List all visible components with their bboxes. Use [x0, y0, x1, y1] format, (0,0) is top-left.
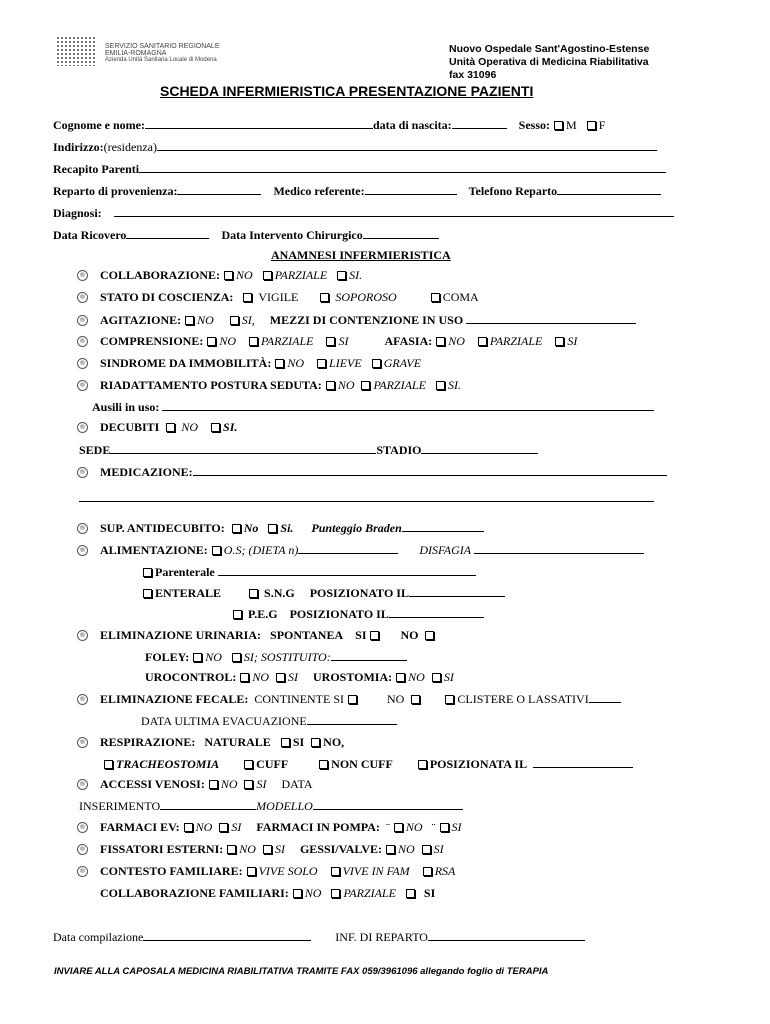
dob-label: data di nascita: — [372, 118, 452, 132]
checkbox-icon[interactable] — [219, 823, 228, 832]
row-address — [53, 139, 657, 155]
option-tracheo: TRACHEOSTOMIA — [116, 757, 220, 771]
ward-label: Reparto di provenienza: — [53, 184, 178, 198]
option-parziale: PARZIALE — [261, 334, 314, 348]
collab-fam-label: COLLABORAZIONE FAMILIARI: — [100, 886, 289, 900]
checkbox-icon[interactable] — [418, 760, 427, 769]
checkbox-icon[interactable] — [244, 760, 253, 769]
elim-fecale-label: ELIMINAZIONE FECALE: — [100, 692, 249, 706]
checkbox-icon[interactable] — [240, 673, 249, 682]
respirazione-label: RESPIRAZIONE: — [100, 735, 196, 749]
checkbox-icon[interactable] — [232, 524, 241, 533]
address-label: Indirizzo: — [53, 140, 104, 154]
address-field[interactable] — [157, 139, 657, 151]
checkbox-icon[interactable] — [243, 293, 252, 302]
bullet-icon: ® — [77, 270, 88, 281]
option-os-dieta: O.S; (DIETA n) — [223, 543, 299, 557]
inf-reparto-field[interactable] — [428, 929, 585, 941]
farmaci-ev-label: FARMACI EV: — [100, 820, 180, 834]
checkbox-icon[interactable] — [432, 673, 441, 682]
checkbox-icon[interactable] — [361, 381, 370, 390]
surgery-field[interactable] — [363, 227, 439, 239]
coscienza-label: STATO DI COSCIENZA: — [100, 290, 234, 304]
option-no: NO — [387, 692, 405, 706]
bullet-icon: ® — [77, 292, 88, 303]
relatives-label: Recapito Parenti — [53, 162, 140, 176]
option-clistere: CLISTERE O LASSATIVI — [457, 692, 589, 706]
logo-line-1: SERVIZIO SANITARIO REGIONALE — [105, 43, 220, 50]
checkbox-icon[interactable] — [317, 359, 326, 368]
checkbox-icon[interactable] — [230, 316, 239, 325]
checkbox-icon[interactable] — [207, 337, 216, 346]
peg-posizionato-label: POSIZIONATO IL — [289, 607, 389, 621]
checkbox-icon[interactable] — [224, 271, 233, 280]
postura-label: RIADATTAMENTO POSTURA SEDUTA: — [100, 378, 322, 392]
checkbox-icon[interactable] — [143, 589, 152, 598]
row-urocontrol — [145, 670, 454, 685]
row-decubiti — [77, 420, 237, 435]
row-agitazione — [77, 312, 636, 328]
option-sng: S.N.G — [264, 586, 295, 600]
option-posizionata: POSIZIONATA IL — [429, 757, 528, 771]
continente-label: CONTINENTE SI — [254, 692, 345, 706]
option-enterale: ENTERALE — [155, 586, 222, 600]
modello-field[interactable] — [313, 798, 463, 810]
checkbox-icon[interactable] — [281, 738, 290, 747]
option-si: SI. — [447, 378, 461, 392]
checkbox-icon[interactable] — [440, 823, 449, 832]
medicazione-extra-line[interactable] — [79, 501, 654, 502]
checkbox-icon[interactable] — [263, 845, 272, 854]
row-ward — [53, 183, 661, 199]
bullet-icon: ® — [77, 822, 88, 833]
logo-line-2: EMILIA-ROMAGNA — [105, 50, 167, 57]
decubiti-label: DECUBITI — [100, 420, 160, 434]
checkbox-icon[interactable] — [166, 423, 175, 432]
stadio-field[interactable] — [421, 442, 538, 454]
data-label: DATA — [281, 777, 313, 791]
checkbox-icon[interactable] — [411, 695, 420, 704]
disfagia-label: DISFAGIA — [419, 543, 472, 557]
checkbox-icon[interactable] — [337, 271, 346, 280]
option-no: No — [243, 521, 259, 535]
relatives-field[interactable] — [139, 161, 666, 173]
page-title: SCHEDA INFERMIERISTICA PRESENTAZIONE PAZIENTI — [160, 83, 534, 99]
bullet-icon: ® — [77, 779, 88, 790]
sex-label: Sesso: — [518, 118, 551, 132]
checkbox-icon[interactable] — [436, 381, 445, 390]
option-no: NO — [287, 356, 305, 370]
checkbox-icon[interactable] — [587, 121, 596, 130]
inf-reparto-label: INF. DI REPARTO — [335, 930, 428, 944]
option-vive-fam: VIVE IN FAM — [342, 864, 410, 878]
accessi-label: ACCESSI VENOSI: — [100, 777, 205, 791]
clistere-field[interactable] — [589, 691, 621, 703]
checkbox-icon[interactable] — [244, 780, 253, 789]
checkbox-icon[interactable] — [311, 738, 320, 747]
option-peg: P.E.G — [248, 607, 278, 621]
option-no: NO — [252, 670, 270, 684]
checkbox-icon[interactable] — [211, 423, 220, 432]
row-immobilita — [77, 356, 421, 371]
checkbox-icon[interactable] — [331, 867, 340, 876]
option-non-cuff: NON CUFF — [331, 757, 393, 771]
option-si: SI, — [241, 313, 255, 327]
row-farmaci: ® FARMACI EV: NO SI FARMACI IN POMPA: ¨ NO ¨ SI — [77, 820, 462, 835]
option-no: NO — [400, 628, 419, 642]
logo-line-3: Azienda Unità Sanitaria Locale di Modena — [105, 57, 217, 63]
comprensione-label: COMPRENSIONE: — [100, 334, 204, 348]
row-diagnosis — [53, 205, 674, 221]
checkbox-icon[interactable] — [478, 337, 487, 346]
option-si: SI — [423, 886, 436, 900]
checkbox-icon[interactable] — [326, 337, 335, 346]
option-si: SI — [355, 628, 367, 642]
elim-urinaria-label: ELIMINAZIONE URINARIA: — [100, 628, 262, 642]
option-si: SI — [256, 777, 267, 791]
option-lieve: LIEVE — [329, 356, 362, 370]
ultima-evac-label: DATA ULTIMA EVACUAZIONE — [141, 714, 307, 728]
bullet-icon: ® — [77, 358, 88, 369]
row-contesto — [77, 864, 455, 879]
fax-number: fax 31096 — [449, 69, 497, 81]
sex-f-label: F — [598, 118, 606, 132]
row-foley — [145, 649, 407, 665]
ward-field[interactable] — [177, 183, 261, 195]
option-no: NO — [337, 378, 355, 392]
option-si: SI. — [223, 420, 238, 434]
checkbox-icon[interactable] — [436, 337, 445, 346]
option-vive-solo: VIVE SOLO — [258, 864, 318, 878]
phone-field[interactable] — [557, 183, 661, 195]
option-si: SI. — [349, 268, 363, 282]
medicazione-label: MEDICAZIONE: — [100, 465, 193, 479]
inserimento-field[interactable] — [160, 798, 256, 810]
option-no: NO — [236, 268, 253, 282]
row-inserimento — [79, 798, 463, 814]
option-sostituito: SI; SOSTITUITO: — [243, 650, 331, 664]
row-elim-fecale — [77, 691, 621, 707]
bullet-icon: ® — [77, 380, 88, 391]
option-si: SI — [567, 334, 578, 348]
parenterale-field[interactable] — [218, 564, 476, 576]
option-no: NO — [220, 777, 238, 791]
row-enterale — [142, 585, 505, 601]
sede-label: SEDE — [79, 443, 111, 457]
dob-field[interactable] — [452, 117, 507, 129]
checkbox-icon[interactable] — [268, 524, 277, 533]
peg-date-field[interactable] — [389, 606, 484, 618]
option-parziale: PARZIALE — [373, 378, 426, 392]
anamnesis-title: ANAMNESI INFERMIERISTICA — [271, 248, 451, 262]
checkbox-icon[interactable] — [276, 673, 285, 682]
ausili-field[interactable] — [162, 399, 654, 411]
option-no: NO — [205, 650, 222, 664]
checkbox-icon[interactable] — [275, 359, 284, 368]
option-coma: COMA — [442, 290, 479, 304]
option-no-comma: NO, — [323, 735, 345, 749]
sup-label: SUP. ANTIDECUBITO: — [100, 521, 225, 535]
row-medicazione — [77, 464, 667, 480]
row-compilazione — [53, 929, 585, 945]
contesto-label: CONTESTO FAMILIARE: — [100, 864, 243, 878]
row-accessi — [77, 777, 313, 792]
afasia-label: AFASIA: — [384, 334, 433, 348]
data-compilazione-field[interactable] — [143, 929, 311, 941]
checkbox-icon[interactable] — [263, 271, 272, 280]
row-dates — [53, 227, 439, 243]
bullet-icon: ® — [77, 866, 88, 877]
bullet-icon: ® — [77, 523, 88, 534]
footer-note: INVIARE ALLA CAPOSALA MEDICINA RIABILITATIVA TRAMITE FAX 059/3961096 allegando foglio di TERAPIA — [54, 966, 549, 977]
admission-label: Data Ricovero — [53, 228, 127, 242]
option-no: NO — [397, 842, 415, 856]
option-si: SI — [433, 842, 444, 856]
row-collab-familiari — [100, 886, 435, 901]
phone-label: Telefono Reparto — [468, 184, 558, 198]
checkbox-icon[interactable] — [406, 889, 415, 898]
checkbox-icon[interactable] — [331, 889, 340, 898]
option-si: SI — [288, 670, 299, 684]
checkbox-icon[interactable] — [554, 121, 563, 130]
row-respirazione — [77, 735, 344, 750]
checkbox-icon[interactable] — [423, 867, 432, 876]
option-parziale: PARZIALE — [274, 268, 328, 282]
checkbox-icon[interactable] — [143, 568, 152, 577]
option-si: SI — [451, 820, 462, 834]
row-postura — [77, 378, 461, 393]
option-rsa: RSA — [434, 864, 456, 878]
checkbox-icon[interactable] — [445, 695, 454, 704]
sostituito-field[interactable] — [331, 649, 407, 661]
ausili-label: Ausili in uso: — [92, 400, 160, 414]
name-field[interactable] — [145, 117, 373, 129]
checkbox-icon[interactable] — [249, 337, 258, 346]
option-parziale: PARZIALE — [343, 886, 396, 900]
name-label: Cognome e nome: — [53, 118, 145, 132]
fissatori-label: FISSATORI ESTERNI: — [100, 842, 224, 856]
row-name — [53, 117, 605, 133]
row-ausili — [92, 399, 654, 415]
logo-text — [105, 43, 220, 64]
address-hint: (residenza) — [103, 140, 157, 154]
farmaci-pompa-label: FARMACI IN POMPA: — [256, 820, 380, 834]
checkbox-icon[interactable] — [394, 823, 403, 832]
contenzione-label: MEZZI DI CONTENZIONE IN USO — [269, 313, 464, 327]
checkbox-icon[interactable] — [209, 780, 218, 789]
option-grave: GRAVE — [383, 356, 422, 370]
naturale-label: NATURALE — [204, 735, 271, 749]
checkbox-icon[interactable] — [348, 695, 357, 704]
bullet-icon: ® — [77, 737, 88, 748]
foley-label: FOLEY: — [145, 650, 190, 664]
row-parenterale — [142, 564, 476, 580]
surgery-label: Data Intervento Chirurgico — [221, 228, 363, 242]
checkbox-icon[interactable] — [326, 381, 335, 390]
bullet-icon: ® — [77, 694, 88, 705]
option-si: SI — [338, 334, 349, 348]
checkbox-icon[interactable] — [431, 293, 440, 302]
checkbox-icon[interactable] — [319, 760, 328, 769]
row-alimentazione — [77, 542, 644, 558]
sng-posizionato-label: POSIZIONATO IL — [309, 586, 409, 600]
medicazione-field[interactable] — [193, 464, 667, 476]
checkbox-icon[interactable] — [247, 867, 256, 876]
bullet-icon: ® — [77, 315, 88, 326]
checkbox-icon[interactable] — [233, 610, 242, 619]
option-si: Si. — [280, 521, 294, 535]
checkbox-icon[interactable] — [422, 845, 431, 854]
option-no: NO — [448, 334, 465, 348]
option-si: SI — [443, 670, 454, 684]
diagnosis-field[interactable] — [114, 205, 674, 217]
posizionata-field[interactable] — [533, 756, 633, 768]
checkbox-icon[interactable] — [425, 631, 434, 640]
option-parziale: PARZIALE — [489, 334, 543, 348]
alimentazione-label: ALIMENTAZIONE: — [100, 543, 208, 557]
bullet-icon: ® — [77, 467, 88, 478]
checkbox-icon[interactable] — [212, 546, 221, 555]
option-si: SI — [292, 735, 305, 749]
option-no: NO — [181, 420, 199, 434]
urocontrol-label: UROCONTROL: — [145, 670, 237, 684]
checkbox-icon[interactable] — [232, 653, 241, 662]
checkbox-icon[interactable] — [104, 760, 113, 769]
immobilita-label: SINDROME DA IMMOBILITÀ: — [100, 356, 272, 370]
option-parenterale: Parenterale — [155, 565, 215, 579]
row-ultima-evacuazione — [141, 713, 397, 729]
bullet-icon: ® — [77, 422, 88, 433]
sede-field[interactable] — [110, 442, 376, 454]
option-si: SI — [231, 820, 242, 834]
hospital-info — [449, 43, 649, 82]
option-no: NO — [304, 886, 322, 900]
option-soporoso: SOPOROSO — [335, 290, 397, 304]
disfagia-field[interactable] — [474, 542, 644, 554]
modello-label: MODELLO — [256, 799, 313, 813]
dieta-field[interactable] — [298, 542, 398, 554]
option-no: NO — [219, 334, 237, 348]
row-tracheo — [103, 756, 633, 772]
bullet-icon: ® — [77, 630, 88, 641]
row-comprensione — [77, 334, 577, 349]
checkbox-icon[interactable] — [372, 359, 381, 368]
logo-icon — [56, 36, 96, 66]
ultima-evac-field[interactable] — [307, 713, 397, 725]
stadio-label: STADIO — [376, 443, 422, 457]
unit-name: Unità Operativa di Medicina Riabilitativa — [449, 56, 649, 68]
checkbox-icon[interactable] — [193, 653, 202, 662]
doctor-label: Medico referente: — [273, 184, 365, 198]
option-no: NO — [239, 842, 256, 856]
row-collaborazione — [77, 268, 362, 283]
sex-m-label: M — [566, 118, 577, 132]
option-no: NO — [197, 313, 214, 327]
contenzione-field[interactable] — [466, 312, 636, 324]
checkbox-icon[interactable] — [184, 823, 193, 832]
data-compilazione-label: Data compilazione — [53, 930, 144, 944]
doctor-field[interactable] — [365, 183, 457, 195]
collab-label: COLLABORAZIONE: — [100, 268, 221, 282]
checkbox-icon[interactable] — [396, 673, 405, 682]
spontanea-label: SPONTANEA — [270, 628, 344, 642]
bullet-icon: ® — [77, 545, 88, 556]
option-no: NO — [405, 820, 423, 834]
checkbox-icon[interactable] — [386, 845, 395, 854]
row-relatives — [53, 161, 666, 177]
hospital-name: Nuovo Ospedale Sant'Agostino-Estense — [449, 43, 650, 55]
inserimento-label: INSERIMENTO — [79, 799, 161, 813]
urostomia-label: UROSTOMIA: — [313, 670, 393, 684]
row-elim-urinaria — [77, 628, 437, 643]
checkbox-icon[interactable] — [185, 316, 194, 325]
option-si: SI — [274, 842, 285, 856]
bullet-icon: ® — [77, 844, 88, 855]
braden-label: Punteggio Braden — [311, 521, 402, 535]
bullet-icon: ® — [77, 336, 88, 347]
row-sede — [79, 442, 538, 458]
row-coscienza — [77, 290, 479, 305]
checkbox-icon[interactable] — [227, 845, 236, 854]
row-peg — [232, 606, 484, 622]
row-fissatori — [77, 842, 444, 857]
braden-field[interactable] — [402, 520, 484, 532]
checkbox-icon[interactable] — [555, 337, 564, 346]
option-cuff: CUFF — [256, 757, 289, 771]
admission-field[interactable] — [126, 227, 209, 239]
gessi-label: GESSI/VALVE: — [299, 842, 382, 856]
checkbox-icon[interactable] — [293, 889, 302, 898]
checkbox-icon[interactable] — [370, 631, 379, 640]
diagnosis-label: Diagnosi: — [53, 206, 102, 220]
checkbox-icon[interactable] — [249, 589, 258, 598]
checkbox-icon[interactable] — [320, 293, 329, 302]
sng-date-field[interactable] — [409, 585, 505, 597]
agitazione-label: AGITAZIONE: — [100, 313, 182, 327]
option-no: NO — [195, 820, 213, 834]
option-vigile: VIGILE — [258, 290, 299, 304]
row-sup-antidecubito — [77, 520, 484, 536]
option-no: NO — [408, 670, 425, 684]
